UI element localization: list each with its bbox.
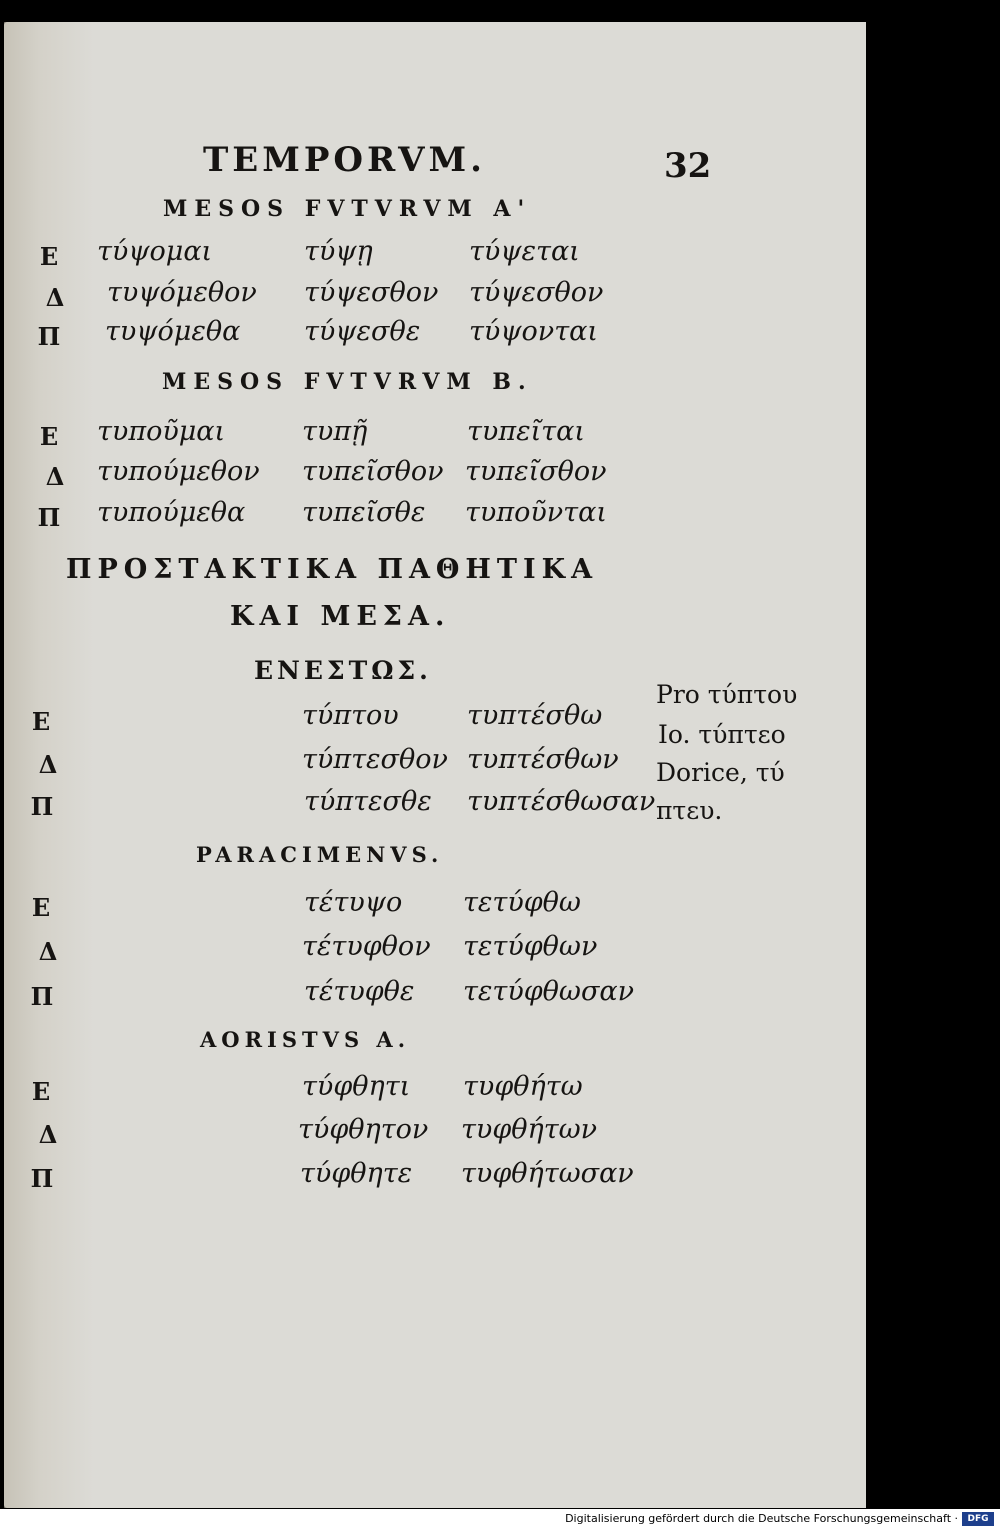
- form-cell: τύπτεσθον: [302, 744, 448, 775]
- marginal-note-line: πτευ.: [656, 796, 723, 825]
- form-cell: τυπεῖσθον: [302, 456, 444, 487]
- form-cell: τέτυφθε: [304, 976, 415, 1007]
- form-cell: τυψόμεθον: [107, 277, 257, 308]
- form-cell: τύψεσθον: [304, 277, 439, 308]
- form-cell: τετύφθων: [463, 931, 598, 962]
- section-heading-paracimenus: PARACIMENVS.: [196, 842, 444, 867]
- form-cell: τετύφθωσαν: [463, 976, 635, 1007]
- form-cell: τύψεσθε: [304, 316, 421, 347]
- form-cell: τυπτέσθων: [467, 744, 619, 775]
- marginal-note-line: Pro τύπτου: [656, 680, 798, 709]
- form-cell: τυφθήτω: [463, 1071, 583, 1102]
- form-cell: τύψεται: [469, 236, 580, 267]
- section-heading-futurum-b: MESOS FVTVRVM B.: [162, 369, 533, 395]
- form-cell: τύφθητι: [302, 1071, 411, 1102]
- form-cell: τύψεσθον: [469, 277, 604, 308]
- imperative-heading-line1: ΠΡΟΣΤΑΚΤΙΚΑ ΠΑΘΗΤΙΚΑ: [66, 554, 599, 585]
- form-cell: τέτυψο: [304, 887, 403, 918]
- form-cell: τυπτέσθω: [467, 700, 603, 731]
- form-cell: τυφθήτων: [461, 1114, 598, 1145]
- row-mark: Δ: [38, 1120, 58, 1149]
- marginal-note-line: Dorice, τύ: [656, 758, 785, 787]
- row-mark: E: [31, 893, 51, 922]
- dfg-logo: DFG: [962, 1512, 994, 1526]
- form-cell: τέτυφθον: [302, 931, 431, 962]
- form-cell: τύψομαι: [97, 236, 213, 267]
- section-heading-futurum-a: MESOS FVTVRVM A': [163, 196, 532, 222]
- section-heading-aoristus: AORISTVS A.: [200, 1027, 411, 1052]
- form-cell: τύπτου: [302, 700, 399, 731]
- row-mark: E: [31, 1077, 51, 1106]
- form-cell: τυπτέσθωσαν: [467, 786, 656, 817]
- row-mark: Δ: [45, 283, 65, 312]
- row-mark: Δ: [45, 462, 65, 491]
- form-cell: τυπούμεθα: [97, 497, 246, 528]
- form-cell: τύψονται: [469, 316, 598, 347]
- form-cell: τύφθητε: [300, 1158, 413, 1189]
- form-cell: τυπεῖσθε: [302, 497, 426, 528]
- row-mark: Π: [30, 1164, 54, 1193]
- form-cell: τυψόμεθα: [105, 316, 241, 347]
- funding-notice: Digitalisierung gefördert durch die Deutsche Forschungsgemeinschaft ·: [565, 1512, 958, 1525]
- row-mark: Π: [30, 982, 54, 1011]
- row-mark: Π: [37, 322, 61, 351]
- row-mark: Π: [30, 792, 54, 821]
- form-cell: τυπούμεθον: [97, 456, 260, 487]
- form-cell: τυφθήτωσαν: [461, 1158, 634, 1189]
- footer-bar: [0, 1509, 1000, 1529]
- row-mark: Δ: [38, 937, 58, 966]
- form-cell: τύπτεσθε: [304, 786, 432, 817]
- form-cell: τυποῦνται: [465, 497, 607, 528]
- row-mark: E: [31, 707, 51, 736]
- marginal-note-line: Io. τύπτεο: [658, 720, 786, 749]
- form-cell: τύφθητον: [298, 1114, 429, 1145]
- form-cell: τυπεῖται: [467, 416, 585, 447]
- form-cell: τυποῦμαι: [97, 416, 226, 447]
- row-mark: E: [39, 422, 59, 451]
- row-mark: E: [39, 242, 59, 271]
- row-mark: Π: [37, 503, 61, 532]
- imperative-heading-line2: ΚΑΙ ΜΕΣΑ.: [230, 601, 451, 632]
- page-number: 32: [664, 146, 712, 186]
- form-cell: τύψῃ: [304, 236, 373, 267]
- running-title: TEMPORVM.: [203, 140, 486, 180]
- row-mark: Δ: [38, 750, 58, 779]
- form-cell: τυπῇ: [302, 416, 368, 447]
- section-heading-enestos: ΕΝΕΣΤΩΣ.: [254, 656, 432, 685]
- form-cell: τυπεῖσθον: [465, 456, 607, 487]
- form-cell: τετύφθω: [463, 887, 581, 918]
